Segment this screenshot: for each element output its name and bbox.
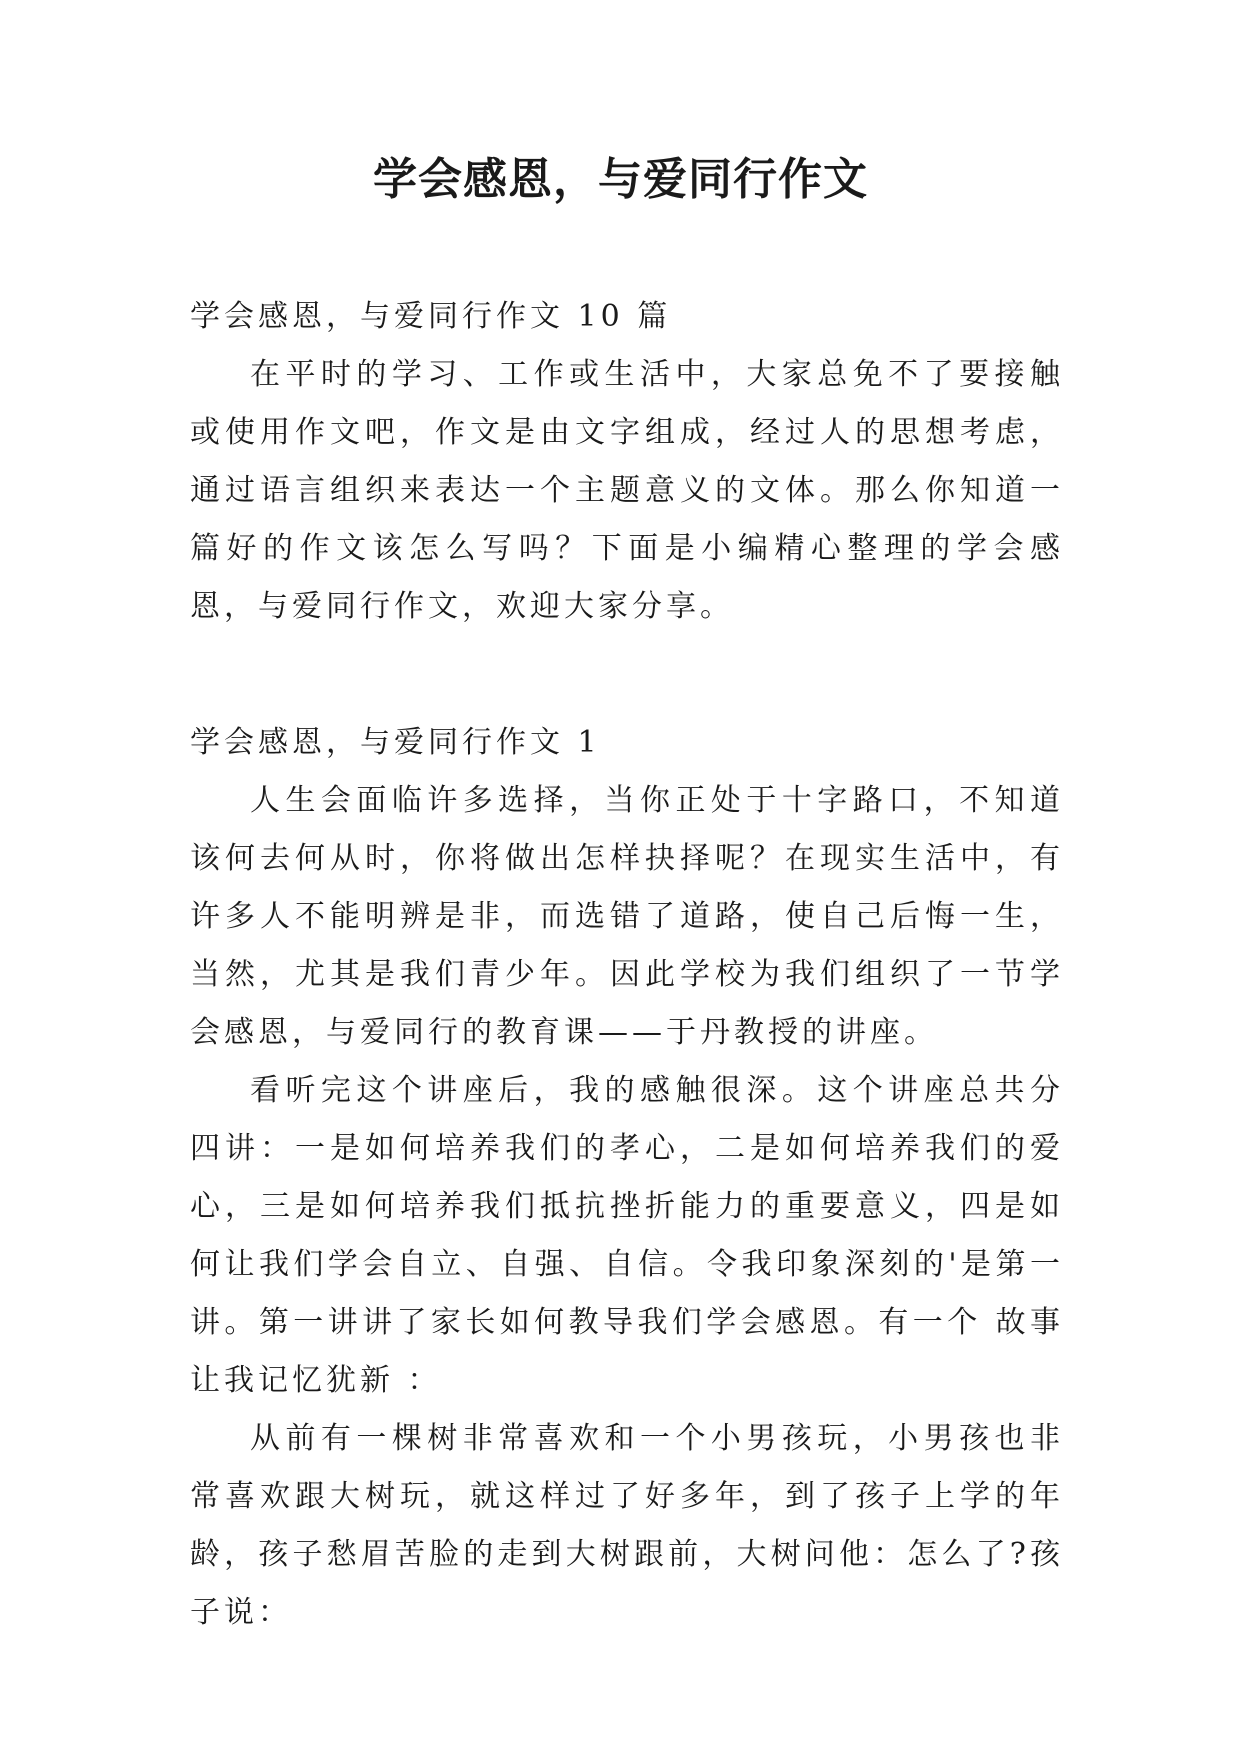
section-heading: 学会感恩，与爱同行作文 1 — [190, 725, 601, 760]
intro-paragraph: 在平时的学习、工作或生活中，大家总免不了要接触或使用作文吧，作文是由文字组成，经过人的思想考虑，通过语言组织来表达一个主题意义的文体。那么你知道一篇好的作文该怎么写吗？下面是小编精心整理的学会感恩，与爱同行作文，欢迎大家分享。 — [190, 357, 1064, 624]
document-title: 学会感恩，与爱同行作文 — [373, 154, 868, 205]
body-paragraph-1: 人生会面临许多选择，当你正处于十字路口，不知道该何去何从时，你将做出怎样抉择呢？在现实生活中，有许多人不能明辨是非，而选错了道路，使自己后悔一生， 当然，尤其是我们青少年。因此学校为我们组织了一节学会感恩，与爱同行的教育课——于丹教授的讲座。 — [190, 783, 1064, 1050]
document-subtitle: 学会感恩，与爱同行作文 10 篇 — [190, 299, 672, 334]
document-body — [190, 288, 1064, 1642]
section-spacer — [190, 636, 1064, 714]
body-paragraph-2: 看听完这个讲座后，我的感触很深。这个讲座总共分四讲：一是如何培养我们的孝心，二是如何培养我们的爱心，三是如何培养我们抵抗挫折能力的重要意义，四是如何让我们学会自立、自强、自信。令我印象深刻的'是第一讲。第一讲讲了家长如何教导我们学会感恩。有一个 故事让我记忆犹新 ： — [190, 1073, 1064, 1398]
body-paragraph-3: 从前有一棵树非常喜欢和一个小男孩玩，小男孩也非常喜欢跟大树玩，就这样过了好多年，到了孩子上学的年龄，孩子愁眉苦脸的走到大树跟前，大树问他：怎么了?孩子说： — [190, 1421, 1064, 1630]
